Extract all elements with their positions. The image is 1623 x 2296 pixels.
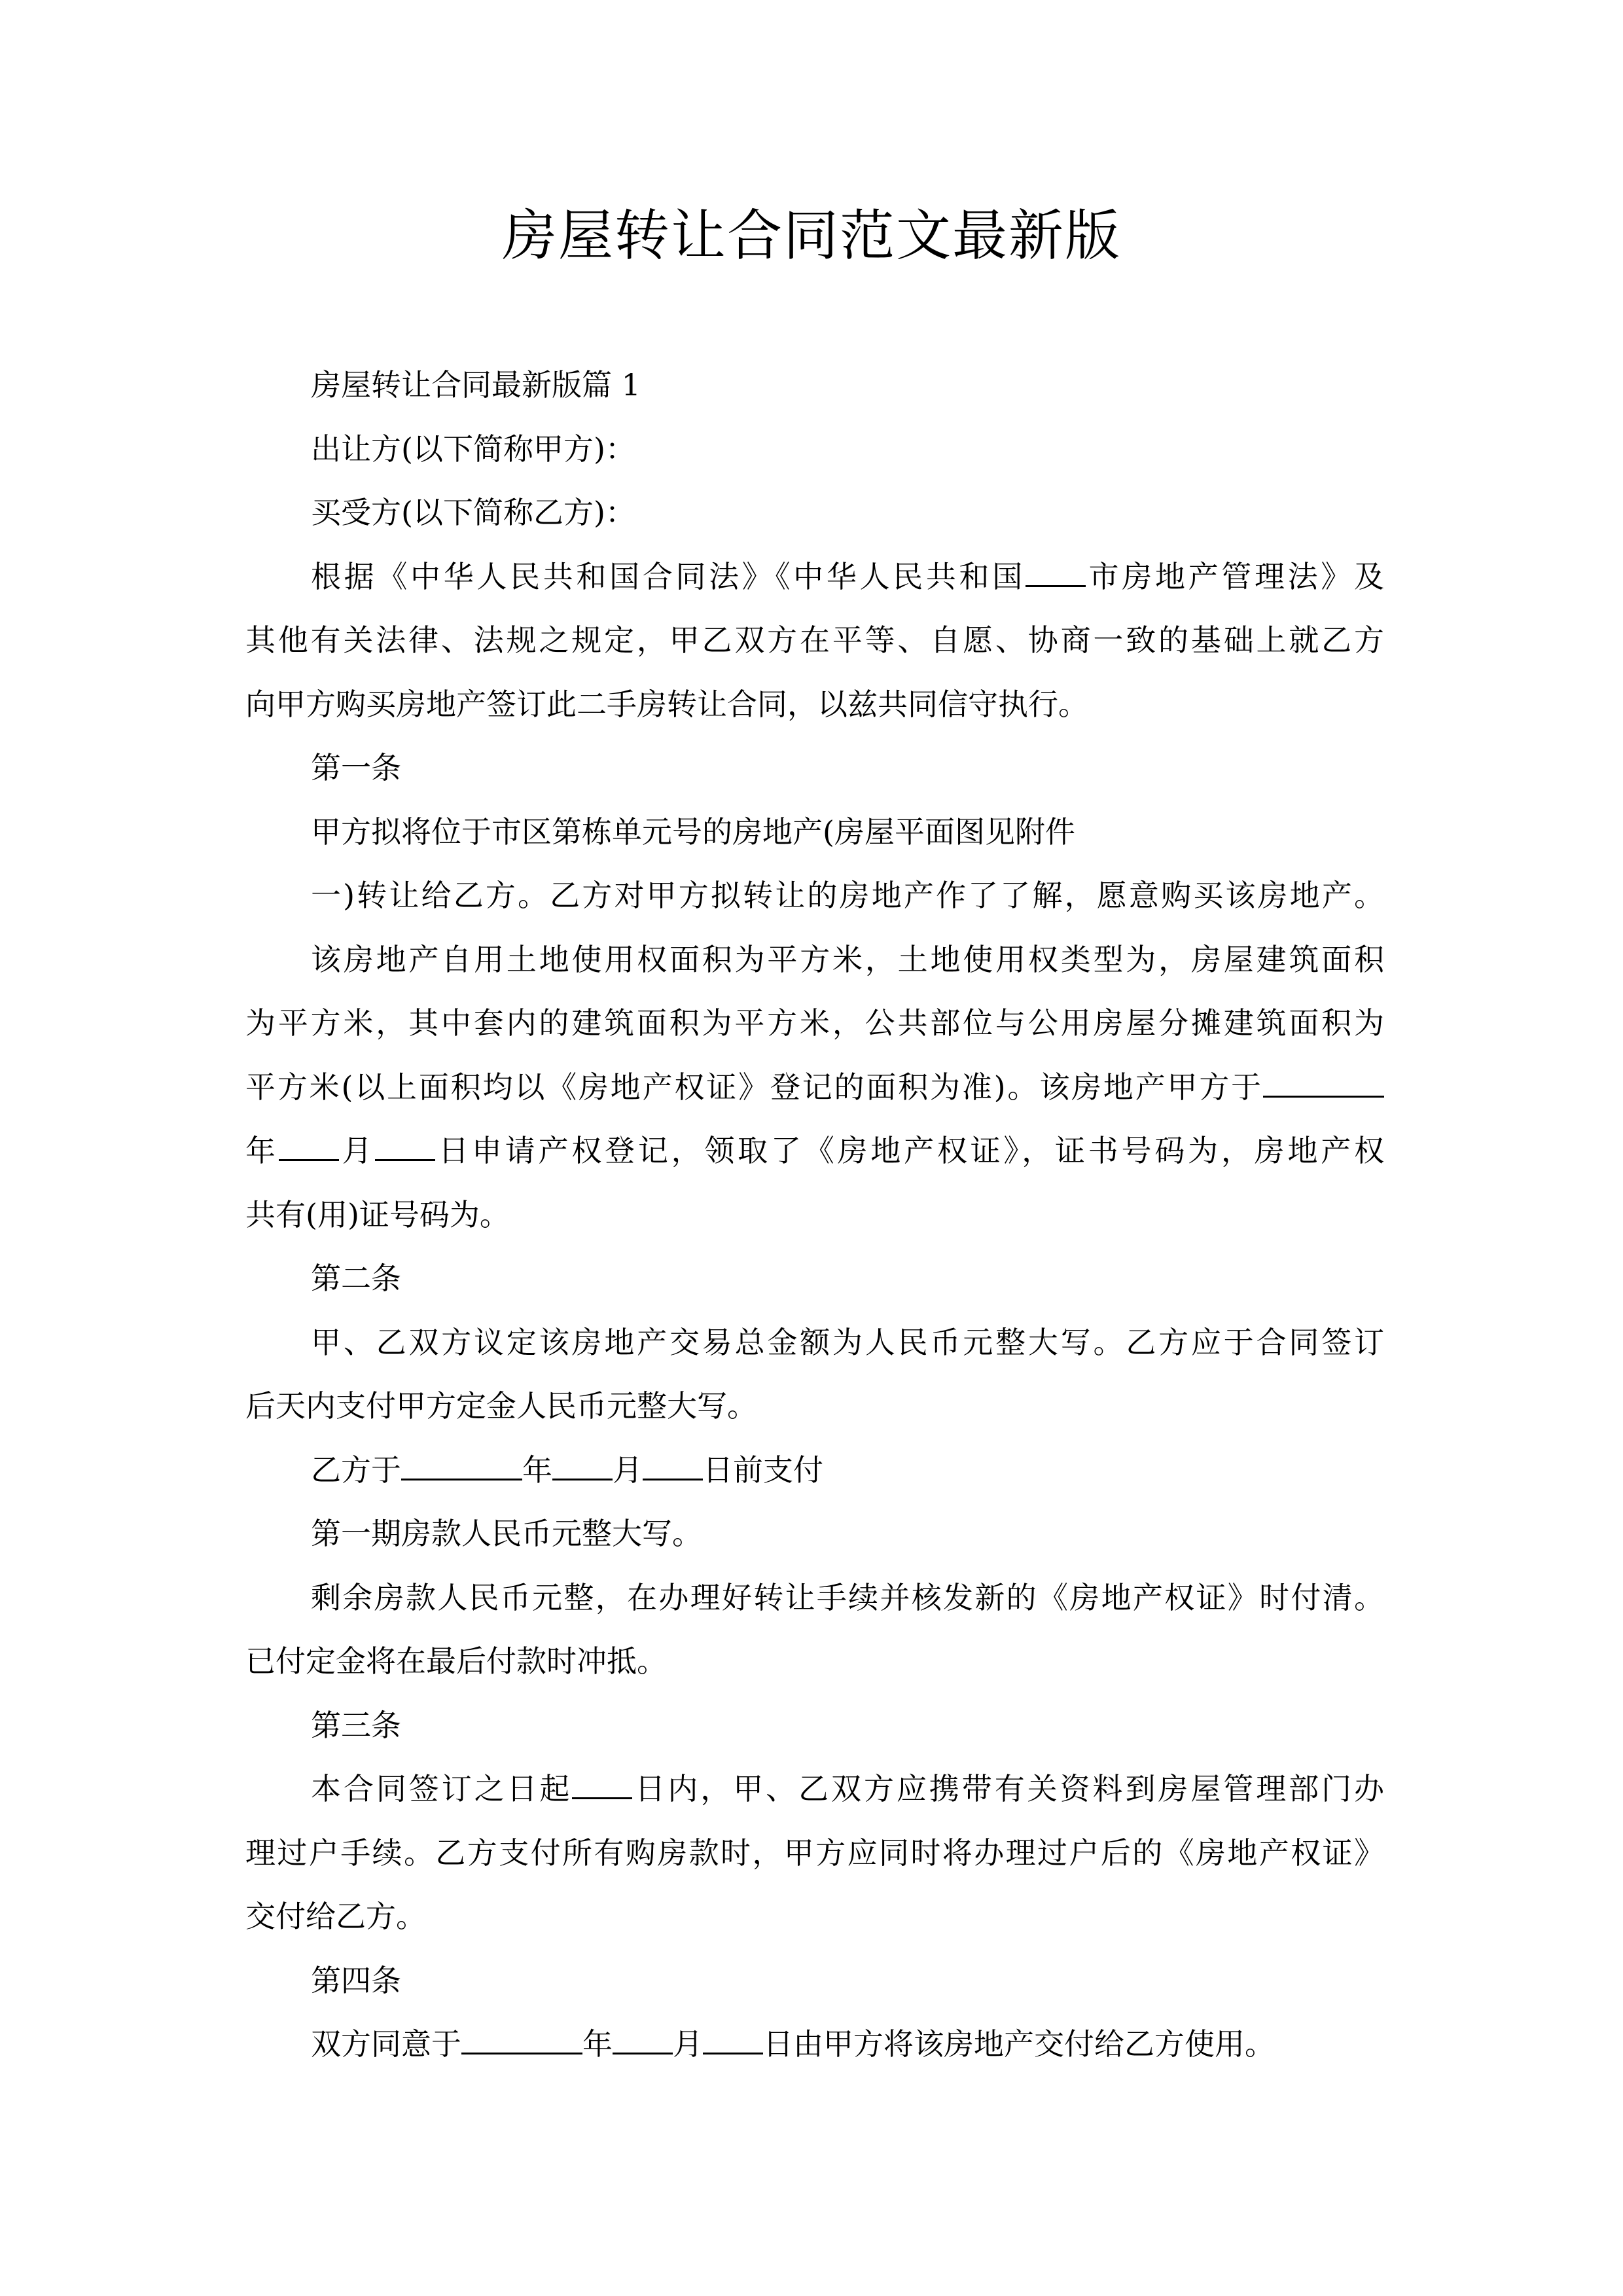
article-text-line [245,1439,1384,1503]
article-heading: 第四条 [311,1962,401,1998]
article-text-line: 为平方米，其中套内的建筑面积为平方米，公共部位与公用房屋分摊建筑面积为 [245,1005,1384,1041]
preamble-line: 其他有关法律、法规之规定，甲乙双方在平等、自愿、协商一致的基础上就乙方 [245,622,1384,658]
article-text-line [245,1056,1384,1120]
text-segment: 日由甲方将该房地产交付给乙方使用。 [763,2026,1275,2062]
fill-in-blank[interactable] [461,2028,582,2054]
document-body [245,353,1384,2077]
seller-label: 出让方(以下简称甲方)： [311,431,635,467]
text-segment: 根据《中华人民共和国合同法》《中华人民共和国 [311,558,1026,594]
text-segment: 乙方于 [311,1452,401,1488]
fill-in-blank[interactable] [643,1454,703,1480]
text-segment: 双方同意于 [311,2026,461,2062]
article-text-line [245,1757,1384,1821]
article-text-line: 第一期房款人民币元整大写。 [311,1516,702,1551]
text-segment: 日申请产权登记，领取了《房地产权证》，证书号码为，房地产权 [435,1133,1384,1168]
preamble-line: 向甲方购买房地产签订此二手房转让合同，以兹共同信守执行。 [245,686,1088,722]
fill-in-blank[interactable] [1026,560,1086,587]
text-segment: 月 [338,1133,376,1168]
text-segment: 年 [245,1133,279,1168]
buyer-label: 买受方(以下简称乙方)： [311,495,635,530]
document-title: 房屋转让合同范文最新版 [501,204,1121,268]
article-text-line: 后天内支付甲方定金人民币元整大写。 [245,1388,757,1424]
text-segment: 平方米(以上面积均以《房地产权证》登记的面积为准)。该房地产甲方于 [245,1069,1263,1105]
preamble-line [245,545,1384,609]
article-text-line: 理过户手续。乙方支付所有购房款时，甲方应同时将办理过户后的《房地产权证》 [245,1835,1384,1871]
fill-in-blank[interactable] [375,1134,435,1161]
article-text-line: 甲方拟将位于市区第栋单元号的房地产(房屋平面图见附件 [311,814,1075,850]
fill-in-blank[interactable] [1263,1071,1384,1098]
article-text-line [245,2013,1384,2077]
article-text-line: 已付定金将在最后付款时冲抵。 [245,1643,667,1679]
fill-in-blank[interactable] [572,1772,632,1799]
article-text-line: 共有(用)证号码为。 [245,1196,510,1232]
text-segment: 月 [673,2026,703,2062]
text-segment: 月 [613,1452,643,1488]
text-segment: 年 [522,1452,552,1488]
article-heading: 第三条 [311,1707,401,1743]
fill-in-blank[interactable] [279,1134,339,1161]
fill-in-blank[interactable] [552,1454,613,1480]
article-text-line: 剩余房款人民币元整，在办理好转让手续并核发新的《房地产权证》时付清。 [311,1579,1384,1615]
text-segment: 本合同签订之日起 [311,1771,573,1806]
article-text-line: 甲、乙双方议定该房地产交易总金额为人民币元整大写。乙方应于合同签订 [311,1324,1384,1360]
article-heading: 第一条 [311,750,401,785]
article-text-line: 交付给乙方。 [245,1899,426,1934]
fill-in-blank[interactable] [401,1454,522,1480]
article-heading: 第二条 [311,1261,401,1296]
article-text-line: 该房地产自用土地使用权面积为平方米，土地使用权类型为，房屋建筑面积 [311,941,1384,977]
article-text-line: 一)转让给乙方。乙方对甲方拟转让的房地产作了了解，愿意购买该房地产。 [311,878,1384,913]
text-segment: 市房地产管理法》及 [1085,558,1385,594]
fill-in-blank[interactable] [613,2028,673,2054]
text-segment: 日前支付 [703,1452,823,1488]
text-segment: 年 [582,2026,613,2062]
text-segment: 日内，甲、乙双方应携带有关资料到房屋管理部门办 [632,1771,1385,1806]
article-text-line [245,1119,1384,1183]
section-heading: 房屋转让合同最新版篇 1 [311,367,641,403]
fill-in-blank[interactable] [703,2028,763,2054]
